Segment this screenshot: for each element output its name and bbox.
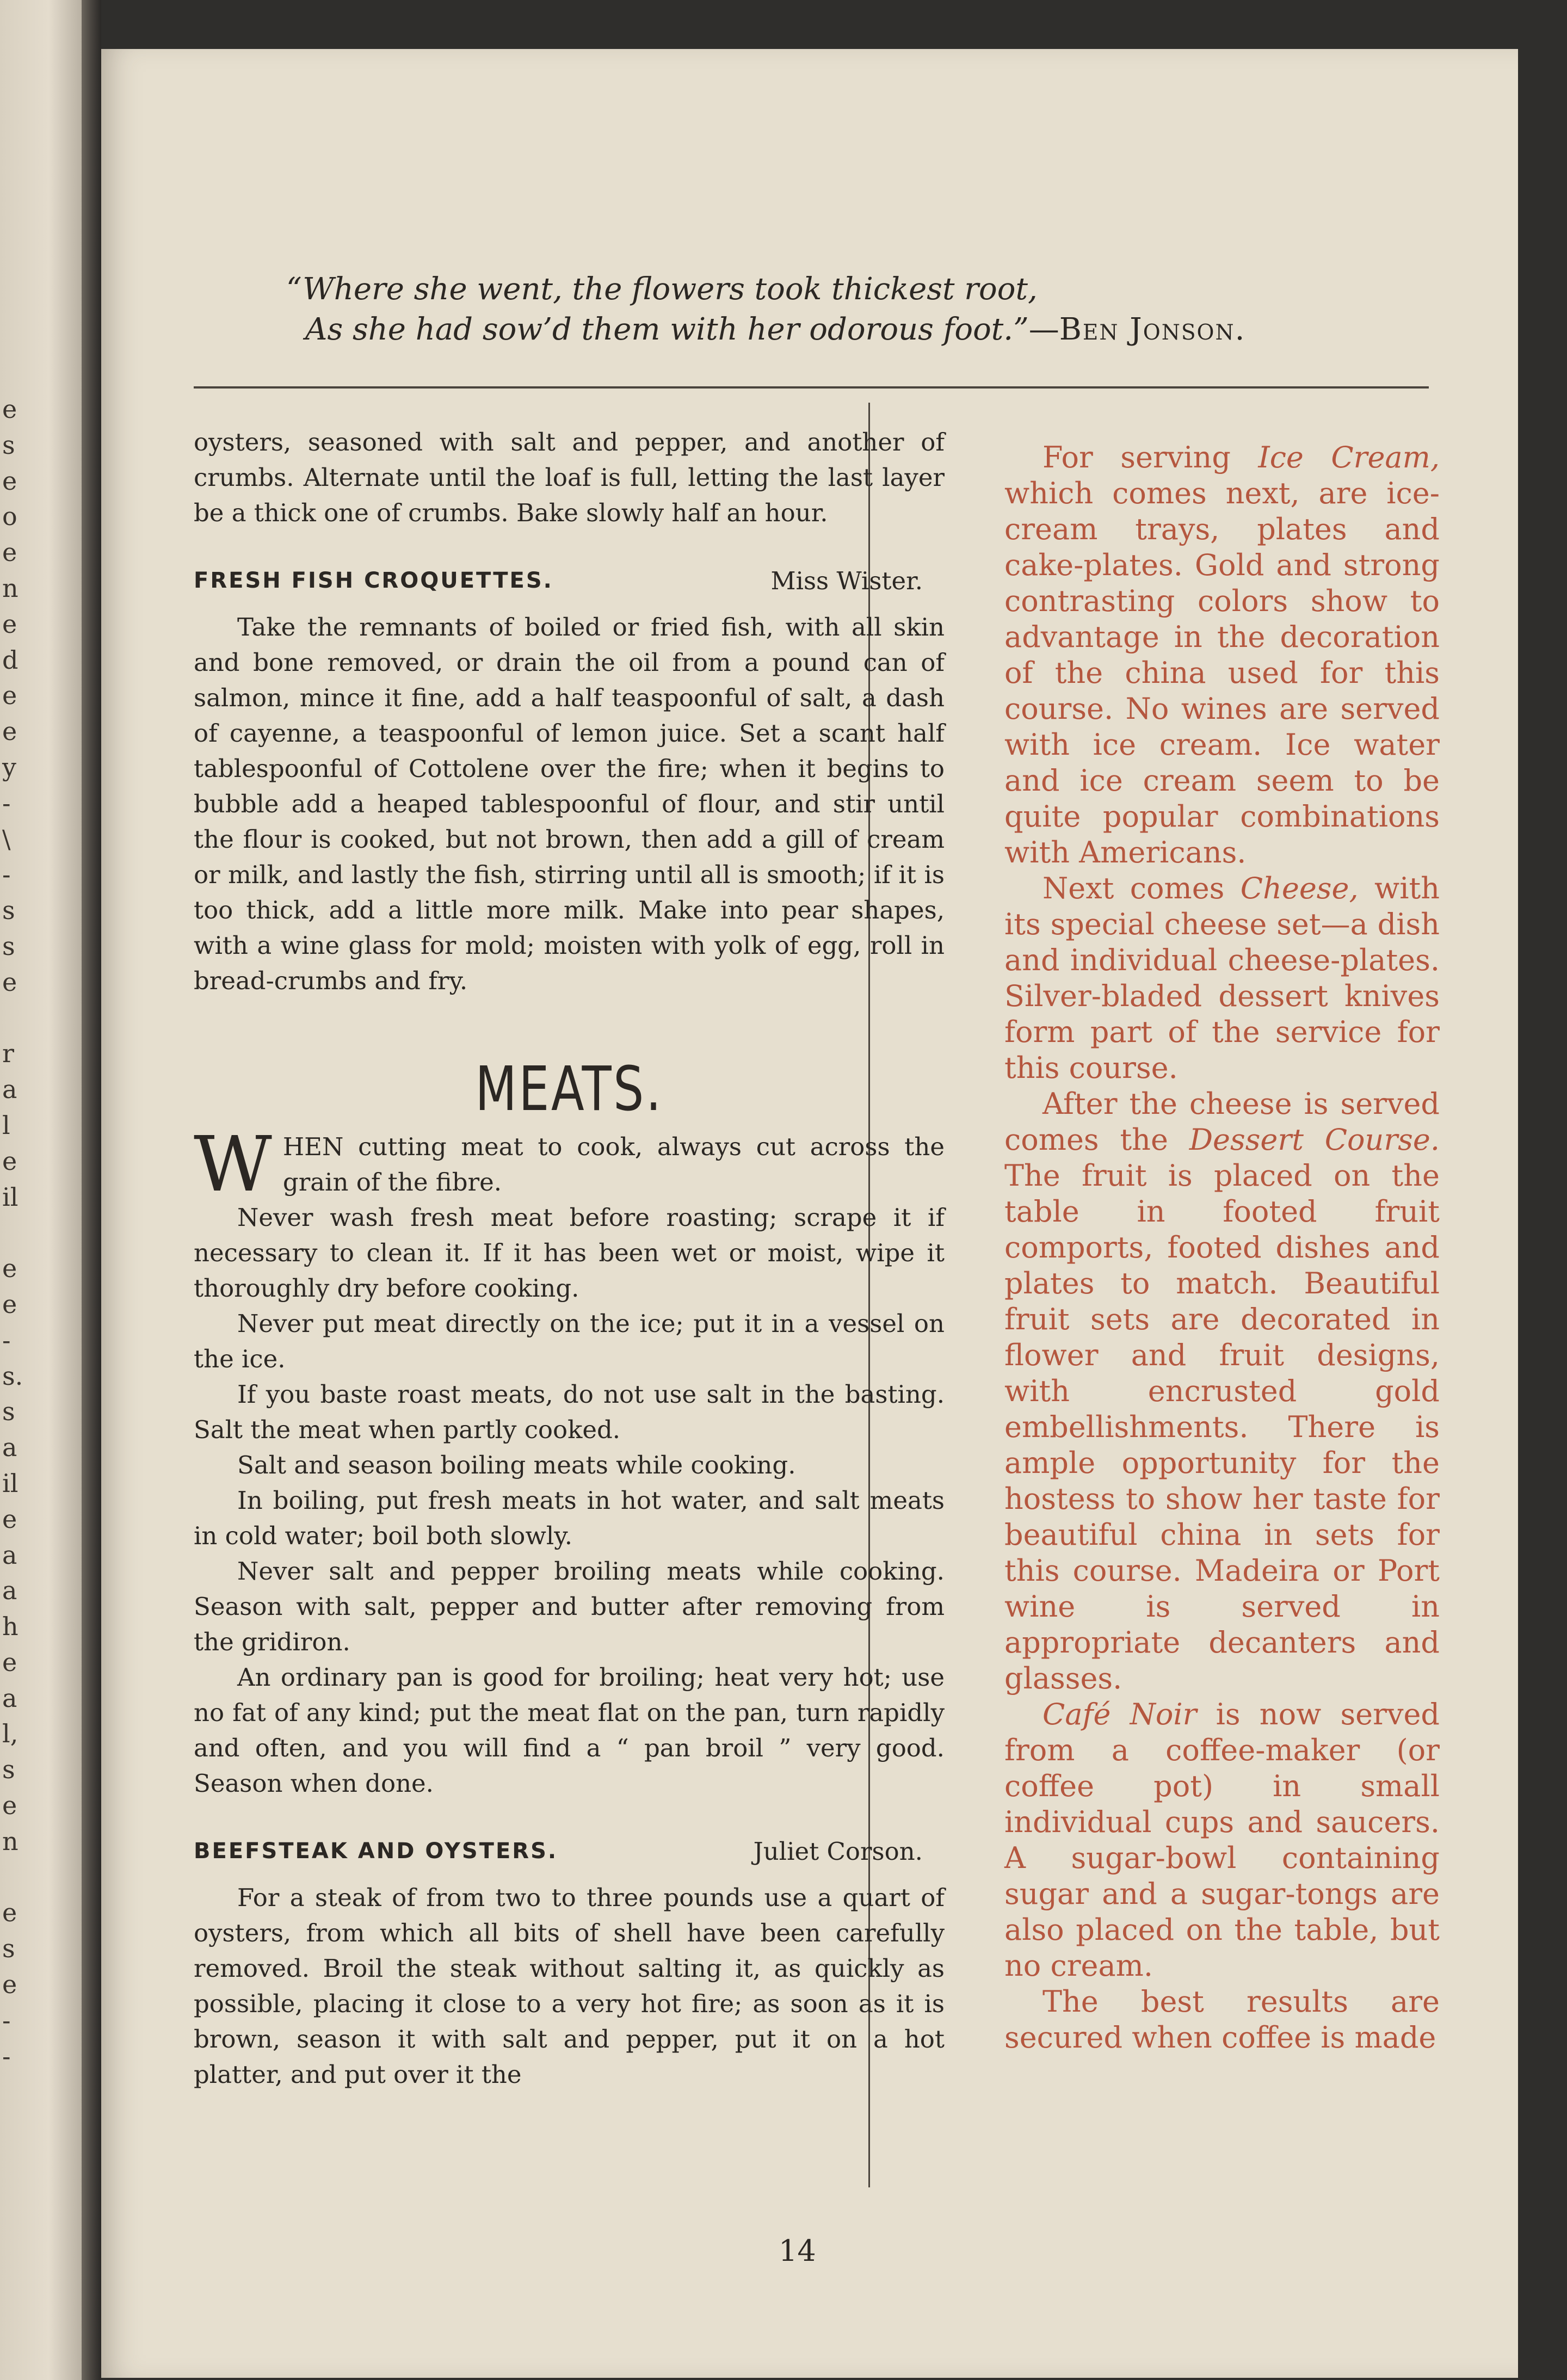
previous-page-letter: - bbox=[2, 788, 11, 818]
dessert-paragraph: After the cheese is served comes the Dessert Course. The fruit is placed on the table in footed fruit comports, footed dishes and plates to match. Beautiful fruit sets are decorated in flower and fruit designs, with encrusted gold embellishments. There is ample opportunity for the hostess to show her taste for beautiful china in sets for this course. Madeira or Port wine is served in appropriate decanters and glasses. bbox=[1004, 1087, 1440, 1695]
recipe-text-fish-croquettes: Take the remnants of boiled or fried fish, with all skin and bone removed, or drain the oil from a pound can of salmon, mince it fine, add a half teaspoonful of salt, a dash of cayenne, a teaspoonful of lemon juice. Set a scant half tablespoonful of Cottolene over the fire; when it begins to bubble add a heaped tablespoonful of flour, and stir until the flour is cooked, but not brown, then add a gill of cream or milk, and lastly the fish, stirring until all is smooth; if it is too thick, add a little more milk. Make into pear shapes, with a wine glass for mold; moisten with yolk of egg, roll in bread-crumbs and fry. bbox=[194, 613, 945, 995]
previous-page-letter: d bbox=[2, 645, 18, 675]
previous-page-letter: s. bbox=[2, 1361, 23, 1391]
previous-page-letter: e bbox=[2, 1791, 17, 1821]
previous-page-letter: e bbox=[2, 1898, 17, 1928]
header-rule bbox=[194, 386, 1429, 389]
previous-page-letter: l bbox=[2, 1110, 10, 1140]
meats-tip: Never put meat directly on the ice; put it in a vessel on the ice. bbox=[194, 1309, 945, 1373]
oyster-loaf-end: oysters, seasoned with salt and pepper, and another of crumbs. Alternate until the loaf is full, letting the last layer be a thick one of crumbs. Bake slowly half an hour. bbox=[194, 428, 945, 527]
ice-cream-paragraph: For serving Ice Cream, which comes next, are ice-cream trays, plates and cake-plates. Gold and strong contrasting colors show to advantage in the decoration of the china used for this course. No wines are served with ice cream. Ice water and ice cream seem to be quite popular combinations with Americans. bbox=[1004, 440, 1440, 870]
previous-page-letter: e bbox=[2, 1970, 17, 2000]
previous-page-letter: - bbox=[2, 1325, 11, 1355]
recipe-title: FRESH FISH CROQUETTES. bbox=[194, 568, 553, 593]
previous-page-letter: s bbox=[2, 1755, 15, 1785]
recipe-text-beefsteak-oysters: For a steak of from two to three pounds use a quart of oysters, from which all bits of shell have been carefully removed. Broil the steak without salting it, as quickly as possible, placing it close to a very hot fire; as soon as it is brown, season it with salt and pepper, put it on a hot platter, and put over it the bbox=[194, 1883, 945, 2089]
meats-tip: Salt and season boiling meats while cooking. bbox=[237, 1451, 796, 1479]
right-column bbox=[1004, 440, 1440, 2056]
previous-page-letter: r bbox=[2, 1039, 14, 1069]
previous-page-letter: il bbox=[2, 1468, 18, 1498]
meats-tip: If you baste roast meats, do not use salt in the basting. Salt the meat when partly cooked. bbox=[194, 1380, 945, 1444]
previous-page-letter: e bbox=[2, 1146, 17, 1176]
previous-page-letter: e bbox=[2, 1504, 17, 1534]
page-number: 14 bbox=[779, 2234, 816, 2268]
previous-page-letter: e bbox=[2, 1289, 17, 1319]
section-title-meats: MEATS. bbox=[475, 1054, 663, 1125]
previous-page-letter: e bbox=[2, 681, 17, 711]
previous-page-letter: n bbox=[2, 1826, 18, 1856]
previous-page-letter: y bbox=[2, 752, 16, 782]
recipe-title: BEEFSTEAK AND OYSTERS. bbox=[194, 1839, 558, 1864]
recipe-heading-beefsteak-oysters bbox=[194, 1834, 945, 1869]
previous-page-letter: a bbox=[2, 1075, 17, 1105]
previous-page-letter: e bbox=[2, 609, 17, 639]
previous-page-letter bbox=[2, 1001, 24, 1037]
book-page bbox=[101, 49, 1518, 2378]
previous-page-letter: e bbox=[2, 538, 17, 568]
previous-page-letter: n bbox=[2, 573, 18, 603]
left-column bbox=[194, 424, 945, 2092]
previous-page-letter bbox=[2, 1860, 24, 1896]
cheese-paragraph: Next comes Cheese, with its special cheese set—a dish and individual cheese-plates. Silver-bladed dessert knives form part of the service for this course. bbox=[1004, 871, 1440, 1085]
epigraph-line-1: “Where she went, the flowers took thickest root, bbox=[286, 272, 1038, 307]
previous-page-letter: l, bbox=[2, 1719, 18, 1749]
meats-tip: Never salt and pepper broiling meats while cooking. Season with salt, pepper and butter after removing from the gridiron. bbox=[194, 1557, 945, 1656]
previous-page-letter: e bbox=[2, 1647, 17, 1677]
previous-page-letter: e bbox=[2, 967, 17, 997]
previous-page-letter: s bbox=[2, 896, 15, 926]
meats-tip: In boiling, put fresh meats in hot water, and salt meats in cold water; boil both slowly. bbox=[194, 1486, 945, 1550]
previous-page-letter bbox=[2, 1215, 24, 1251]
recipe-heading-fish-croquettes bbox=[194, 563, 945, 599]
recipe-author: Miss Wister. bbox=[770, 566, 923, 595]
previous-page-letter: - bbox=[2, 2041, 11, 2071]
previous-page-letter: a bbox=[2, 1540, 17, 1570]
previous-page-letter: h bbox=[2, 1612, 18, 1642]
recipe-author: Juliet Corson. bbox=[753, 1837, 923, 1866]
meats-tip: Never wash fresh meat before roasting; scrape it if necessary to clean it. If it has been wet or moist, wipe it thoroughly dry before cooking. bbox=[194, 1203, 945, 1303]
previous-page-letter: a bbox=[2, 1683, 17, 1713]
coffee-paragraph: The best results are secured when coffee is made bbox=[1004, 1984, 1440, 2055]
previous-page-letter: e bbox=[2, 466, 17, 496]
epigraph-author: Ben Jonson. bbox=[1059, 312, 1246, 347]
meats-intro-paragraph: WHEN cutting meat to cook, always cut across the grain of the fibre. bbox=[194, 1120, 945, 1209]
previous-page-letter: s bbox=[2, 1397, 15, 1427]
previous-page-letter: s bbox=[2, 1934, 15, 1964]
drop-cap: W bbox=[194, 1120, 272, 1209]
book-gutter bbox=[82, 0, 101, 2380]
previous-page-margin-letters bbox=[2, 392, 24, 2074]
previous-page-letter: a bbox=[2, 1433, 17, 1463]
previous-page-letter: il bbox=[2, 1182, 18, 1212]
previous-page-letter: e bbox=[2, 1254, 17, 1284]
previous-page-letter: e bbox=[2, 717, 17, 747]
previous-page-letter: s bbox=[2, 931, 15, 961]
epigraph bbox=[286, 269, 1374, 350]
epigraph-line-2: As she had sow’d them with her odorous foot.”—Ben Jonson. bbox=[305, 312, 1246, 347]
previous-page-letter: s bbox=[2, 430, 15, 460]
previous-page-edge bbox=[0, 0, 82, 2380]
meats-tip: An ordinary pan is good for broiling; heat very hot; use no fat of any kind; put the meat flat on the pan, turn rapidly and often, and you will find a “ pan broil ” very good. Season when done. bbox=[194, 1663, 945, 1798]
previous-page-letter: \ bbox=[2, 824, 11, 854]
previous-page-letter: - bbox=[2, 2005, 11, 2035]
cafe-noir-paragraph: Café Noir is now served from a coffee-maker (or coffee pot) in small individual cups and saucers. A sugar-bowl containing sugar and a sugar-tongs are also placed on the table, but no cream. bbox=[1004, 1697, 1440, 1983]
previous-page-letter: - bbox=[2, 860, 11, 890]
previous-page-letter: a bbox=[2, 1576, 17, 1606]
previous-page-letter: o bbox=[2, 502, 17, 532]
previous-page-letter: e bbox=[2, 394, 17, 424]
